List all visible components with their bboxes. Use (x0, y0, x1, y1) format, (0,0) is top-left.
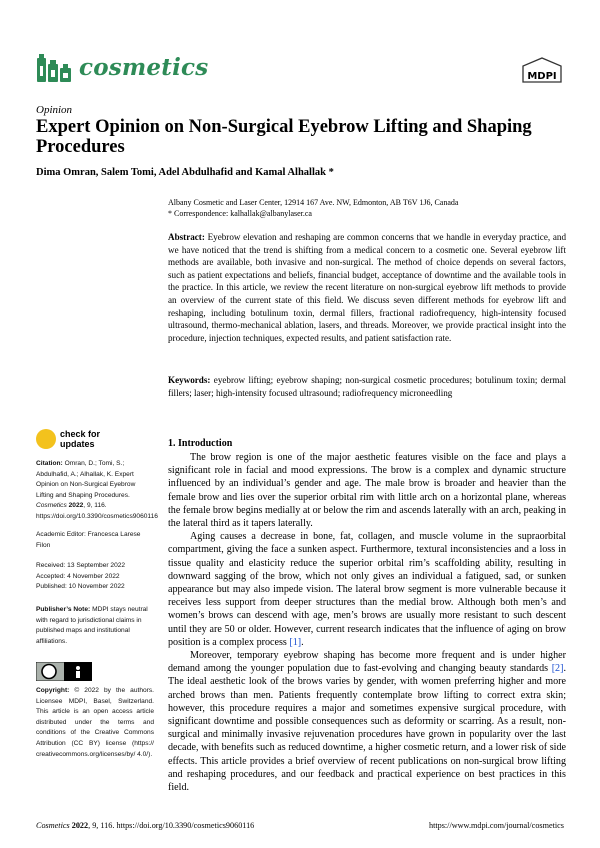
publisher-note-text: MDPI stays neutral with regard to jurisdictional claims in published maps and institutional affiliations. (36, 606, 148, 645)
paragraph (168, 649, 566, 794)
copyright-block (36, 686, 154, 760)
affiliation-block (168, 197, 568, 219)
paragraph-end: . (301, 636, 304, 648)
citation-block (36, 459, 158, 523)
paragraph-text: Aging causes a decrease in bone, fat, collagen, and muscle volume in the supraorbital compartment, giving the face a sunken aspect. Furthermore, textural inconsistencies and a loss in tissue quality and elasticity reduce the superior orbital rim’s scaffolding ability, resulting in downward sagging of the brow, which not only gives an individual a fatigued, sad, or sunken appearance but may also impede vision. The lateral brow segment is more vulnerable because it receives less support from deeper structures than the medial brow. Although both men’s and women’s brows can descend with age, men’s brows are usually more resistant to such descent until they are 50 or older. However, current research indicates that the influence of aging on brow position is a complex process (168, 531, 566, 648)
paragraph-text: Moreover, temporary eyebrow shaping has become more frequent and is under higher demand among the younger population due to fast-evolving and changing beauty standards (168, 650, 566, 675)
publisher-logo (521, 57, 563, 83)
citation-link[interactable]: [2] (551, 663, 564, 675)
cc-by-label (36, 662, 39, 663)
paragraph: The brow region is one of the major aesthetic features visible on the face and plays a significant role in facial and mood expressions. The brow is a complex and dynamic structure influenced by an individual’s gender and age. The male brow is broader and heavier than the female brow and lies over the superior orbital rim with little arch on a horizontal plane, whereas the female brow begins medially at or below the rim and ascends laterally with an arch, peaking in the lateral third as it tapers laterally. (168, 452, 567, 530)
journal-logo-icon (35, 52, 73, 84)
publisher-note-label: Publisher’s Note: (36, 606, 91, 613)
footer-citation (36, 821, 254, 830)
cc-by-icon (36, 662, 92, 681)
dates-block (36, 561, 154, 593)
abstract (168, 231, 566, 344)
footer-journal: Cosmetics (36, 821, 70, 830)
citation-text: Omran, D.; Tomi, S.; Abdulhafid, A.; Alhallak, K. Expert Opinion on Non-Surgical Eyebrow Lifting and Shaping Procedures. (36, 460, 136, 499)
author-list: Dima Omran, Salem Tomi, Adel Abdulhafid and Kamal Alhallak * (36, 167, 334, 178)
keywords-text: eyebrow lifting; eyebrow shaping; non-surgical cosmetic procedures; botulinum toxin; dermal fillers; laser; high-intensity focused ultrasound; radiofrequency microneedling (168, 375, 566, 398)
citation-doi-link[interactable]: , 9, 116. https://doi.org/10.3390/cosmetics9060116 (36, 502, 158, 520)
correspondence: * Correspondence: kalhallak@albanylaser.ca (168, 209, 312, 218)
citation-year: 2022 (68, 502, 84, 510)
footer-doi-link[interactable]: , 9, 116. https://doi.org/10.3390/cosmetics9060116 (88, 821, 255, 830)
footer-journal-url[interactable]: https://www.mdpi.com/journal/cosmetics (428, 821, 564, 830)
check-updates-icon (36, 429, 56, 449)
abstract-text: Eyebrow elevation and reshaping are common concerns that we handle in everyday practice, and we have noticed that the trend is shifting from a medical concern to a cosmetic one. Several eyebrow lift methods are available, both invasive and non-surgical. The method of choice depends on several factors, such as patient expectations and beliefs, financial budget, acceptance of downtime and the available tools in the practice. In this article, we review the recent literature on non-surgical eyebrow lift methods to provide an overview of the current state of this field. We discuss seven different methods for eyebrow lift and reshaping, including botulinum toxin, dermal fillers, fractional radiofrequency, high-intensity focused ultrasound, thermo-mechanical ablation, lasers, and threads. Moreover, we provide practical insight into the procedure, injection techniques, expected results, and patient satisfaction rate. (168, 232, 566, 343)
copyright-label: Copyright: (36, 687, 70, 694)
copyright-text: © 2022 by the authors. Licensee MDPI, Basel, Switzerland. This article is an open access article distributed under the terms and conditions of the Creative Commons Attribution (CC BY) license (https:// creativecommons.org/licenses/by/ 4.0/). (36, 687, 155, 758)
citation-link[interactable]: [1] (289, 636, 302, 648)
citation-label: Citation: (36, 460, 63, 467)
affiliation: Albany Cosmetic and Laser Center, 12914 167 Ave. NW, Edmonton, AB T6V 1J6, Canada (168, 198, 459, 207)
publisher-note (36, 605, 154, 647)
section-heading: 1. Introduction (168, 438, 233, 449)
check-for-updates-button[interactable] (36, 428, 106, 452)
journal-name: cosmetics (79, 54, 209, 81)
footer-year: 2022 (71, 821, 89, 830)
keywords-label: Keywords: (168, 375, 211, 385)
introduction-body (168, 451, 566, 794)
check-updates-line1: check for (60, 429, 101, 439)
article-type: Opinion (36, 104, 73, 116)
received-date: Received: 13 September 2022 (36, 562, 126, 569)
keywords (168, 374, 566, 399)
accepted-date: Accepted: 4 November 2022 (36, 572, 120, 580)
check-updates-label (60, 429, 100, 449)
academic-editor: Academic Editor: Francesca Larese Filon (36, 531, 141, 549)
published-date: Published: 10 November 2022 (36, 583, 125, 591)
check-updates-line2: updates (60, 439, 95, 449)
paragraph-text: . The ideal aesthetic look of the brows varies by gender, with women preferring higher and more arched brows than men. Patients frequently contemplate brow lifting to correct extra skin; however, this procedure requires a major and sometimes expensive surgical procedure, with significant downtime and possible consequences such as deformity or scarring. As a result, non-surgical and minimally invasive rejuvenation procedures have grown in popularity over the last decade, with benefits such as reduced downtime, a higher cosmetic return, and a lower risk of side effects. This article provides a brief overview of recent publications on non-surgical brow lifting and reshaping procedures, and our feedback and practical experience on best practices in this field. (168, 663, 566, 794)
paragraph (168, 530, 566, 649)
citation-journal: Cosmetics (36, 502, 67, 510)
article-title: Expert Opinion on Non-Surgical Eyebrow Lifting and Shaping Procedures (36, 117, 532, 157)
publisher-name: MDPI (527, 71, 557, 82)
cc-license-badge[interactable] (36, 662, 92, 681)
abstract-label: Abstract: (168, 232, 205, 242)
